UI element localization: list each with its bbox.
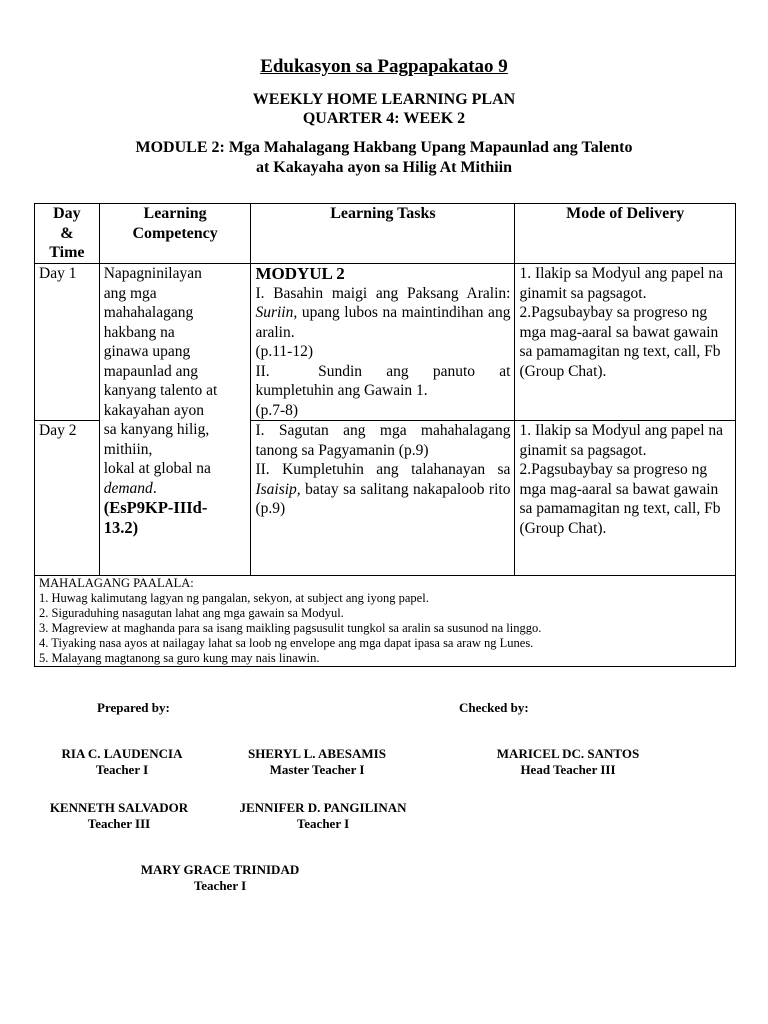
competency-line: hakbang na (103, 323, 175, 341)
competency-code-line-2: 13.2) (103, 517, 139, 537)
day-1-mode-1: 1. Ilakip sa Modyul ang papel na ginamit sa pagsagot. (519, 265, 724, 302)
day-2-task-1: I. Sagutan ang mga mahahalagang tanong sa Pagyamanin (p.9) (255, 422, 511, 459)
signatory (120, 862, 320, 894)
header-day-line-1: Day (53, 205, 81, 222)
module-title-line-1: MODULE 2: Mga Mahalagang Hakbang Upang Mapaunlad ang Talento (135, 139, 633, 156)
day-2-task-2 (255, 460, 510, 519)
day-2-task-2-italic: Isaisip, (255, 480, 301, 498)
day-1-learning-tasks (251, 264, 515, 421)
competency-line: Napagninilayan (103, 265, 202, 282)
day-2-label: Day 2 (35, 421, 100, 576)
day-1-label: Day 1 (35, 264, 100, 421)
table-row-day-1 (35, 264, 736, 421)
signatory-role: Master Teacher I (269, 762, 365, 777)
signatory (40, 746, 204, 778)
header-day-time (35, 204, 100, 264)
day-1-task-1-pages: (p.11-12) (255, 343, 313, 360)
competency-line: lokal at global na (103, 460, 211, 477)
reminder-item: 3. Magreview at maghanda para sa isang maikling pagsusulit tungkol sa aralin sa susunod na linggo. (39, 621, 542, 635)
header-learning-tasks: Learning Tasks (251, 204, 515, 264)
day-1-task-1-text-b: upang lubos na maintindihan ang aralin. (255, 304, 511, 341)
signatory-name: KENNETH SALVADOR (49, 800, 189, 815)
plan-title (0, 90, 768, 128)
day-2-mode-1: 1. Ilakip sa Modyul ang papel na ginamit sa pagsagot. (519, 422, 724, 459)
header-day-line-3: Time (49, 244, 85, 261)
signatory-name: MARICEL DC. SANTOS (496, 746, 640, 761)
day-2-task-2-text-b: batay sa salitang nakapaloob rito (p.9) (255, 480, 511, 517)
reminder-item: 5. Malayang magtanong sa guro kung may nais linawin. (39, 651, 320, 665)
plan-title-line-1: WEEKLY HOME LEARNING PLAN (252, 91, 516, 108)
day-2-task-2-text-a: II. Kumpletuhin ang talahanayan sa (255, 461, 511, 478)
competency-line: kanyang talento at (103, 382, 218, 399)
competency-code-line-1: (EsP9KP-IIId- (103, 498, 208, 517)
signatory-name: RIA C. LAUDENCIA (61, 746, 183, 761)
competency-demand-line (104, 479, 247, 499)
signatory (218, 800, 428, 832)
table-header-row (35, 204, 736, 264)
module-title-line-2: at Kakayaha ayon sa Hilig At Mithiin (255, 159, 513, 176)
competency-line: mithiin, (103, 440, 153, 458)
day-1-task-1-italic: Suriin, (255, 304, 298, 321)
learning-competency-cell (99, 264, 251, 576)
signatory-name: JENNIFER D. PANGILINAN (239, 800, 407, 815)
competency-line: ang mga (103, 284, 157, 302)
competency-line: sa kanyang hilig, (103, 421, 210, 438)
day-2-learning-tasks (251, 421, 515, 576)
day-2-mode-of-delivery (515, 421, 736, 576)
plan-title-line-2: QUARTER 4: WEEK 2 (302, 110, 466, 127)
signatory-role: Teacher I (95, 762, 149, 777)
competency-period: . (152, 479, 157, 497)
reminders-title: MAHALAGANG PAALALA: (39, 576, 194, 590)
reminder-item: 2. Siguraduhing nasagutan lahat ang mga gawain sa Modyul. (39, 606, 344, 620)
day-1-task-1-text-a: I. Basahin maigi ang Paksang Aralin: (255, 284, 511, 302)
reminder-item: 4. Tiyaking nasa ayos at nailagay lahat sa loob ng envelope ang mga dapat ipasa sa araw ng Lunes. (39, 636, 534, 650)
competency-line: ginawa upang (103, 343, 191, 360)
day-1-task-2: II. Sundin ang panuto at kumpletuhin ang Gawain 1. (255, 362, 515, 399)
competency-italic-word: demand (103, 479, 153, 497)
signatory-role: Teacher I (296, 816, 350, 831)
reminders-cell (35, 576, 736, 667)
module-title (0, 138, 768, 178)
day-1-task-2-pages: (p.7-8) (255, 401, 299, 419)
competency-line: kakayahan ayon (103, 401, 205, 419)
signatory (225, 746, 409, 778)
checked-by-label: Checked by: (459, 700, 529, 715)
day-1-mode-of-delivery (515, 264, 736, 421)
module-heading: MODYUL 2 (255, 264, 345, 283)
prepared-by-label: Prepared by: (97, 700, 170, 715)
reminders-row (35, 576, 736, 667)
competency-line: mahahalagang (103, 304, 194, 321)
signatory-role: Head Teacher III (520, 762, 616, 777)
signatory-name: MARY GRACE TRINIDAD (140, 862, 300, 877)
reminder-item: 1. Huwag kalimutang lagyan ng pangalan, sekyon, at subject ang iyong papel. (39, 591, 429, 605)
header-mode-of-delivery: Mode of Delivery (515, 204, 736, 264)
signatory-name: SHERYL L. ABESAMIS (248, 746, 386, 761)
signatory (478, 746, 658, 778)
learning-plan-table (34, 203, 736, 667)
header-competency-line-2: Competency (132, 224, 218, 242)
document-title: Edukasyon sa Pagpapakatao 9 (260, 56, 508, 77)
day-2-mode-2: 2.Pagsubaybay sa progreso ng mga mag-aaral sa bawat gawain sa pamamagitan ng text, call, Fb (Group Chat). (519, 461, 721, 537)
day-1-mode-2: 2.Pagsubaybay sa progreso ng mga mag-aaral sa bawat gawain sa pamamagitan ng text, call, Fb (Group Chat). (519, 304, 721, 380)
competency-line: mapaunlad ang (103, 362, 198, 380)
day-1-task-1 (255, 284, 510, 343)
signatory-role: Teacher III (87, 816, 151, 831)
header-competency (99, 204, 251, 264)
signatory-role: Teacher I (193, 878, 247, 893)
header-day-line-2: & (60, 224, 74, 242)
header-competency-line-1: Learning (143, 205, 207, 222)
signatory (28, 800, 210, 832)
